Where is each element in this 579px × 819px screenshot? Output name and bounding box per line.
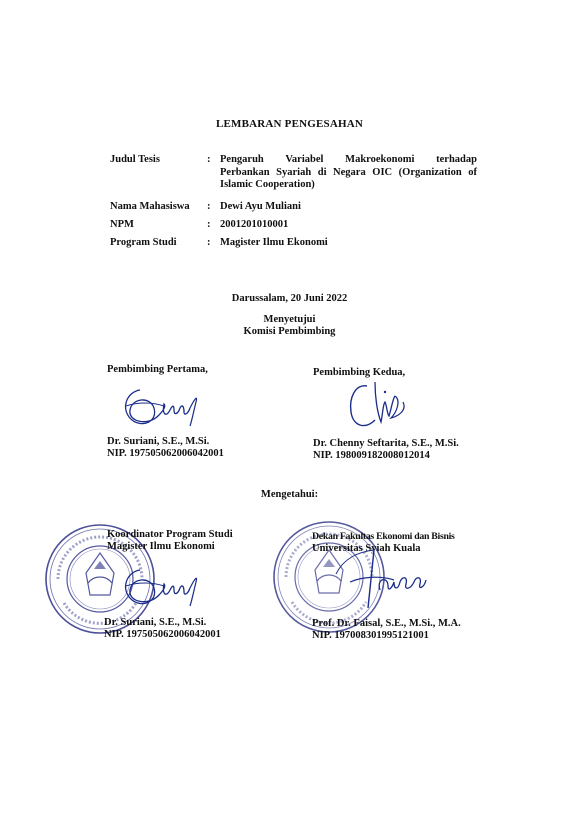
supervisor-1-role: Pembimbing Pertama, — [107, 364, 208, 375]
supervisor-2-role: Pembimbing Kedua, — [313, 367, 406, 378]
colon-prodi: : — [207, 237, 211, 248]
place-date: Darussalam, 20 Juni 2022 — [231, 293, 348, 304]
dean-university: Universitas Syiah Kuala — [312, 543, 421, 554]
supervisor-2-name: Dr. Chenny Seftarita, S.E., M.Si. — [313, 438, 459, 449]
study-program: Magister Ilmu Ekonomi — [220, 237, 328, 248]
supervisor-1-signature — [118, 380, 208, 432]
student-name: Dewi Ayu Muliani — [220, 201, 301, 212]
coordinator-signature — [118, 560, 208, 612]
page-title: LEMBARAN PENGESAHAN — [215, 118, 364, 130]
dean-nip: NIP. 197008301995121001 — [312, 630, 429, 641]
supervisor-2-nip: NIP. 198009182008012014 — [313, 450, 430, 461]
coordinator-role: Koordinator Program Studi — [107, 529, 233, 540]
label-program-studi: Program Studi — [110, 237, 177, 248]
committee-text: Komisi Pembimbing — [243, 326, 336, 337]
supervisor-1-name: Dr. Suriani, S.E., M.Si. — [107, 436, 210, 447]
colon-npm: : — [207, 219, 211, 230]
label-nama-mahasiswa: Nama Mahasiswa — [110, 201, 190, 212]
thesis-title-line-1: Pengaruh Variabel Makroekonomi terhadap — [220, 154, 477, 165]
colon-judul: : — [207, 154, 211, 165]
coordinator-nip: NIP. 197505062006042001 — [104, 629, 221, 640]
dean-role: Dekan Fakultas Ekonomi dan Bisnis — [312, 531, 455, 542]
student-npm: 2001201010001 — [220, 219, 289, 230]
supervisor-1-nip: NIP. 197505062006042001 — [107, 448, 224, 459]
thesis-title-line-2: Perbankan Syariah di Negara OIC (Organization of — [220, 166, 477, 178]
dean-name: Prof. Dr. Faisal, S.E., M.Si., M.A. — [312, 618, 461, 629]
label-judul-tesis: Judul Tesis — [110, 154, 160, 165]
known-text: Mengetahui: — [260, 489, 319, 500]
supervisor-2-signature — [345, 376, 415, 438]
colon-nama: : — [207, 201, 211, 212]
dean-signature — [330, 548, 440, 612]
coordinator-program: Magister Ilmu Ekonomi — [107, 541, 215, 552]
approval-text: Menyetujui — [263, 314, 316, 325]
label-npm: NPM — [110, 219, 134, 230]
thesis-title-line-3: Islamic Cooperation) — [220, 179, 315, 190]
coordinator-name: Dr. Suriani, S.E., M.Si. — [104, 617, 207, 628]
